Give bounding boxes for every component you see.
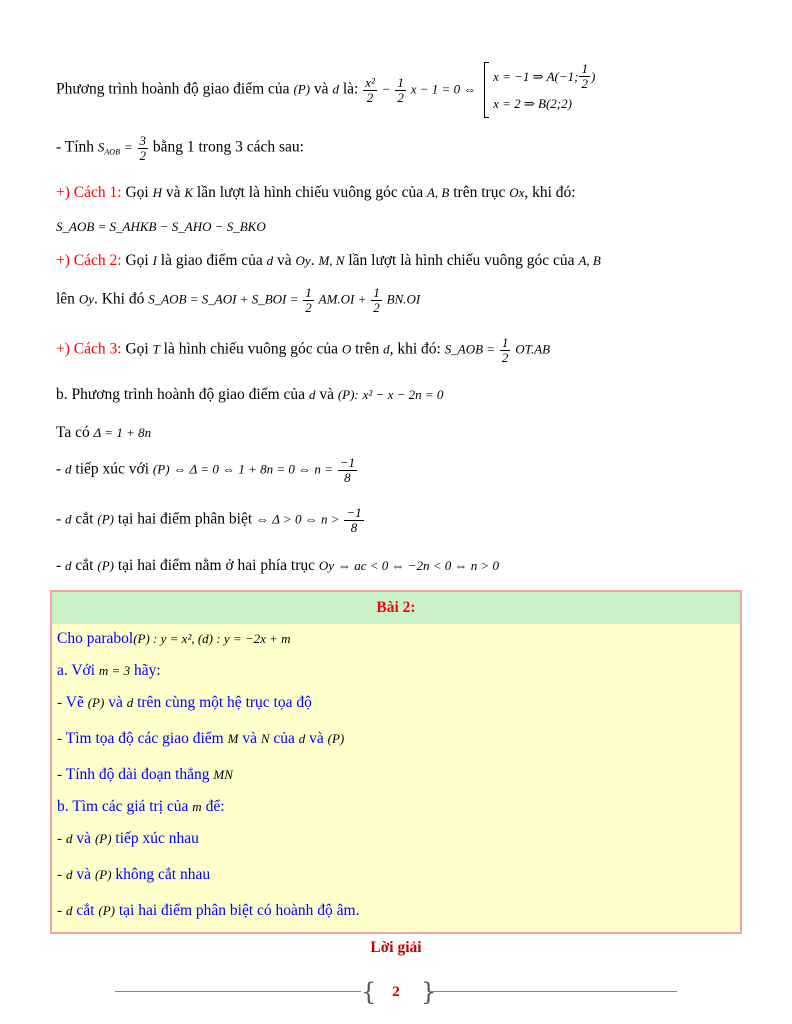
fraction-3-over-2: [138, 134, 149, 162]
text: b. Phương trình hoành độ giao điểm của: [56, 386, 306, 403]
text: của: [273, 730, 295, 747]
exercise-line-part-a: [57, 662, 161, 680]
math: d: [65, 511, 72, 527]
footer-rule-right: [431, 991, 677, 992]
paren: ): [590, 68, 596, 84]
num: 1: [501, 335, 509, 350]
math: (P): [327, 731, 345, 746]
math: Oy: [78, 291, 94, 307]
text: , khi đó:: [524, 184, 576, 201]
fraction-1-over-2: [395, 76, 406, 104]
exercise-title: Bài 2:: [52, 592, 740, 624]
formula: S_AOB =: [444, 341, 496, 357]
line-method-2: +) Cách 2: Gọi I là giao điểm của d và Oy. M, N lần lượt là hình chiếu vuông góc của A, B: [56, 252, 601, 269]
line-intersection-equation: Phương trình hoành độ giao điểm của (P) và d là: $\frac{\text{x²}}{2}$ − $\frac{1}{2}$ x − 1 = 0 ⇔ x = −1 ⇒ A(−1; $\frac{1}{2}$ ) x = 2 ⇒ B(2;2): [56, 62, 595, 118]
fraction-1-over-2: [371, 286, 382, 314]
math: (P): [94, 831, 112, 846]
text: a. Với: [57, 662, 96, 679]
text: lần lượt là hình chiếu vuông góc của: [348, 252, 575, 269]
math: (P): [87, 695, 105, 710]
text: và: [319, 386, 334, 403]
exercise-line-part-b: [57, 798, 225, 816]
num: −1: [339, 455, 356, 470]
math-s: S: [97, 139, 105, 155]
num: 1: [581, 61, 588, 77]
math: A, B: [578, 253, 601, 268]
math-eq: =: [123, 139, 133, 155]
text: Cho parabol: [57, 630, 134, 647]
den: 2: [305, 299, 312, 315]
exercise-line-draw: [57, 694, 312, 712]
footer-left-brace: {: [361, 978, 377, 1006]
fraction-neg1-over-8: [338, 456, 357, 484]
line-method-1: [56, 184, 576, 203]
math: m: [192, 799, 202, 814]
formula: m = 3: [98, 663, 131, 678]
text: bằng 1 trong 3 cách sau:: [152, 138, 304, 156]
den: 2: [363, 90, 377, 105]
solution-heading: Lời giải: [370, 939, 422, 956]
math: (P): [98, 903, 115, 918]
line-area-compute: [56, 134, 304, 162]
num: x²: [365, 74, 375, 90]
text: và: [76, 830, 92, 847]
math: d: [266, 253, 274, 268]
cases: [493, 63, 595, 117]
text: và: [165, 184, 181, 201]
math: A, B: [426, 185, 450, 200]
fraction-1-over-2: [500, 336, 511, 364]
text: Ta có: [56, 424, 90, 441]
fraction-x2-over-2: [363, 76, 377, 104]
text: cắt: [75, 557, 94, 574]
method-label: +) Cách 1:: [56, 184, 122, 201]
page-footer: [115, 978, 677, 1006]
math: Ox: [509, 185, 525, 200]
line-opposite-sides: [56, 557, 499, 576]
text: không cắt nhau: [115, 866, 211, 883]
text: -: [56, 510, 62, 528]
math-d: d: [332, 81, 339, 97]
math: BN.OI: [386, 291, 421, 307]
math: N: [260, 731, 270, 746]
page-number: 2: [392, 984, 400, 1000]
text: là:: [342, 80, 359, 98]
formula: S_AOB = S_AOI + S_BOI =: [148, 291, 299, 307]
math: d: [65, 461, 72, 477]
subscript: AOB: [104, 147, 120, 157]
math: (P): [97, 558, 114, 573]
num: 1: [305, 285, 312, 300]
math: M, N: [318, 253, 345, 268]
line-method-3: [56, 336, 550, 364]
text: tại hai điểm phân biệt: [117, 510, 253, 528]
math: Oy: [318, 558, 335, 573]
formula: S_AOB = S_AHKB − S_AHO − S_BKO: [56, 219, 266, 234]
math: d: [66, 903, 73, 918]
num: 3: [139, 133, 146, 148]
line-two-points: [56, 506, 365, 534]
text: cắt: [75, 510, 94, 528]
text: -: [57, 902, 63, 919]
den: 2: [397, 89, 404, 105]
math: d: [126, 695, 134, 710]
text: hãy:: [133, 662, 161, 679]
text: trên cùng một hệ trục tọa độ: [137, 694, 312, 711]
math: O: [341, 341, 352, 357]
text: và: [108, 694, 123, 711]
fraction-1-over-2: [303, 286, 314, 314]
text: và: [242, 730, 257, 747]
line-delta: [56, 424, 151, 443]
formula: ⇔ ac < 0 ⇔ −2n < 0 ⇔ n > 0: [337, 558, 500, 573]
text: và: [313, 80, 329, 98]
exercise-line-length: [57, 766, 233, 784]
den: 2: [501, 349, 509, 365]
text: và: [277, 252, 292, 269]
math: (P): [97, 511, 114, 527]
text: trên trục: [453, 184, 506, 201]
text: tại hai điểm nằm ở hai phía trục: [117, 557, 316, 574]
footer-right-brace: }: [421, 978, 437, 1006]
case-2: x = 2 ⇒ B(2;2): [493, 95, 572, 111]
den: 8: [344, 520, 363, 535]
math: MN: [213, 767, 233, 782]
den: 2: [581, 76, 588, 91]
text: - Tính: [56, 138, 95, 156]
exercise-line-given: [57, 630, 291, 648]
line-formula-2: [56, 286, 420, 314]
math: (P):: [337, 387, 359, 402]
den: 2: [373, 299, 380, 315]
formula: ⇔ Δ = 0 ⇔ 1 + 8n = 0 ⇔ n =: [173, 461, 333, 477]
text: lên: [56, 290, 75, 308]
math: K: [184, 185, 194, 200]
text: và: [76, 866, 92, 883]
case-1: x = −1 ⇒ A(−1;: [493, 68, 579, 84]
text: Phương trình hoành độ giao điểm của: [56, 80, 290, 98]
text: Gọi: [125, 252, 149, 269]
text: tiếp xúc nhau: [115, 830, 199, 847]
method-label: +) Cách 3:: [56, 340, 122, 358]
text: -: [57, 866, 63, 883]
exercise-box: [50, 590, 742, 934]
line-part-b: [56, 386, 443, 405]
math: x − 1 = 0 ⇔: [410, 81, 477, 97]
exercise-line-tangent: [57, 830, 199, 848]
math: H: [152, 185, 162, 200]
text: - Tìm tọa độ các giao điểm: [57, 730, 224, 747]
text: là hình chiếu vuông góc của: [163, 340, 338, 358]
num: 1: [397, 74, 404, 90]
text: - Tính độ dài đoạn thẳng: [57, 766, 210, 783]
text: Gọi: [125, 340, 149, 358]
math: I: [152, 253, 157, 268]
math: d: [298, 731, 306, 746]
text: là giao điểm của: [160, 252, 263, 269]
text: tiếp xúc với: [75, 460, 150, 478]
text: trên: [355, 340, 380, 358]
text: để:: [205, 798, 225, 815]
formula: ⇔ Δ > 0 ⇔ n >: [256, 511, 340, 527]
math: M: [227, 731, 239, 746]
math: T: [152, 341, 160, 357]
math: d: [66, 831, 73, 846]
formula: Δ = 1 + 8n: [93, 425, 152, 440]
math: AM.OI +: [318, 291, 367, 307]
line-formula-1: [56, 218, 266, 237]
exercise-line-find-points: [57, 730, 344, 748]
text: -: [56, 557, 62, 574]
exercise-line-negative-roots: [57, 902, 359, 920]
num: 1: [373, 285, 380, 300]
exercise-line-no-intersect: [57, 866, 210, 884]
text: lần lượt là hình chiếu vuông góc của: [196, 184, 424, 201]
math: (P): [152, 461, 170, 477]
text: b. Tìm các giá trị của: [57, 798, 189, 815]
formula: x² − x − 2n = 0: [362, 387, 444, 402]
math: (P): [94, 867, 112, 882]
math: d: [383, 341, 390, 357]
math: d: [66, 867, 73, 882]
line-tangent: [56, 456, 358, 484]
math: OT.AB: [515, 341, 551, 357]
math: Oy: [295, 253, 311, 268]
footer-rule-left: [115, 991, 361, 992]
cases-bracket: [484, 62, 489, 118]
den: 2: [139, 147, 146, 163]
math: d: [308, 387, 316, 402]
den: 8: [338, 470, 357, 485]
num: −1: [346, 505, 362, 520]
text: tại hai điểm phân biệt có hoành độ âm.: [118, 902, 360, 919]
text: Gọi: [125, 184, 149, 201]
text: , khi đó:: [389, 340, 441, 358]
text: -: [57, 830, 63, 847]
text: cắt: [76, 902, 95, 919]
formula: (P) : y = x², (d) : y = −2x + m: [133, 631, 291, 646]
text: . Khi đó: [93, 290, 145, 308]
text: -: [56, 460, 62, 478]
text: - Vẽ: [57, 694, 84, 711]
math-p: (P): [293, 81, 311, 97]
method-label: +) Cách 2:: [56, 252, 122, 269]
fraction-neg1-over-8: [344, 506, 363, 534]
text: và: [309, 730, 324, 747]
math: d: [65, 558, 72, 573]
